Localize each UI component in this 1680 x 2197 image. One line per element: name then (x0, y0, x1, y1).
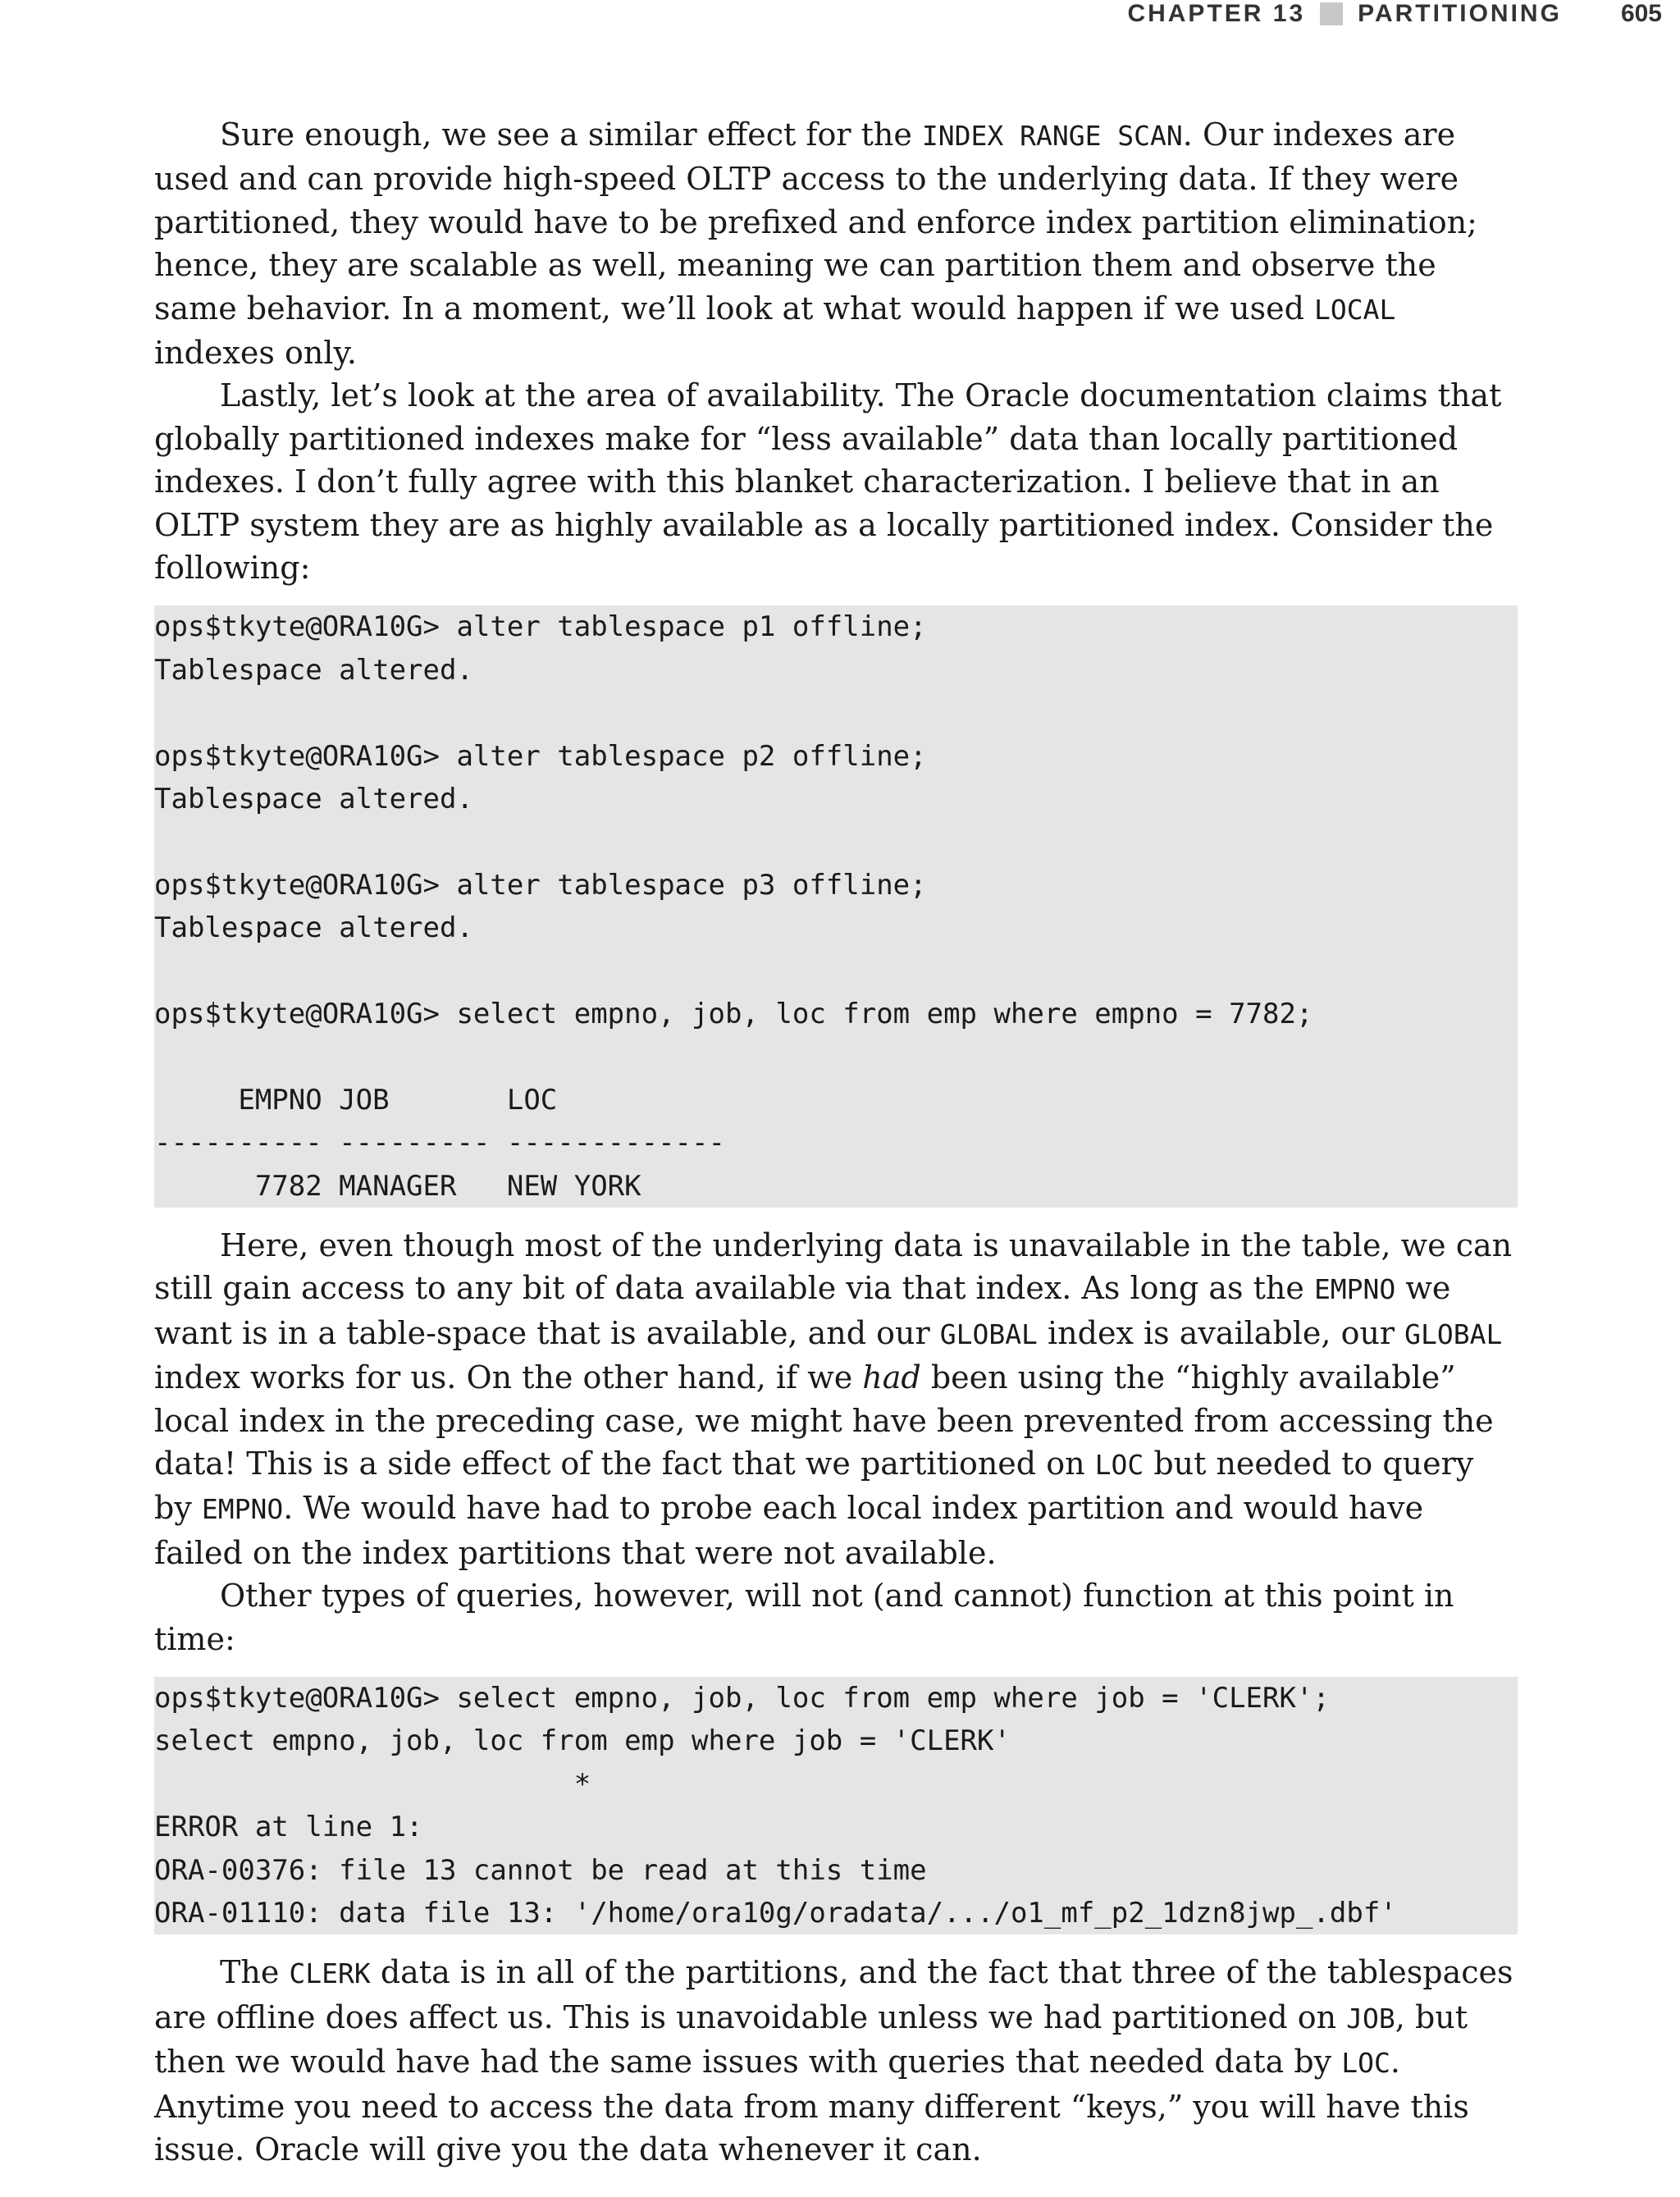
code-line: ops$tkyte@ORA10G> alter tablespace p3 offline; (154, 868, 927, 902)
running-header (1127, 0, 1662, 28)
paragraph-index-range-scan: Sure enough, we see a similar effect for the INDEX RANGE SCAN. Our indexes are used and can provide high-speed OLTP access to the underlying data. If they were partitioned, they would have to be prefixed and enforce index partition elimination; hence, they are scalable as well, meaning we can partition them and observe the same behavior. In a moment, we’ll look at what would happen if we used LOCAL indexes only. (154, 116, 1477, 372)
code-line: Tablespace altered. (154, 783, 473, 816)
code-line: Tablespace altered. (154, 911, 473, 945)
paragraph-other-queries: Other types of queries, however, will not (and cannot) function at this point in time: (154, 1578, 1454, 1657)
inline-code: CLERK (289, 1957, 371, 1990)
inline-code: LOC (1341, 2047, 1390, 2080)
code-line: ORA-01110: data file 13: '/home/ora10g/oradata/.../o1_mf_p2_1dzn8jwp_.dbf' (154, 1896, 1397, 1930)
code-line: ORA-00376: file 13 cannot be read at this time (154, 1853, 927, 1887)
code-line: 7782 MANAGER NEW YORK (154, 1169, 641, 1203)
code-line (154, 692, 1514, 734)
inline-code: GLOBAL (1404, 1318, 1503, 1350)
inline-code: INDEX RANGE SCAN (921, 120, 1183, 152)
inline-code: JOB (1346, 2002, 1395, 2035)
code-line (154, 950, 1514, 993)
header-separator-square (1320, 2, 1343, 25)
code-line: select empno, job, loc from emp where job = 'CLERK' (154, 1724, 1011, 1758)
code-line (154, 820, 1514, 863)
inline-code: EMPNO (1313, 1273, 1396, 1306)
chapter-label: CHAPTER 13 (1127, 0, 1306, 27)
inline-code: EMPNO (201, 1493, 284, 1526)
paragraph-clerk-data: The CLERK data is in all of the partitions, and the fact that three of the tablespaces are offline does affect us. This is unavoidable unless we had partitioned on JOB, but then we would have had the same issues with queries that needed data by LOC. Anytime you need to access the data from many different “keys,” you will have this issue. Oracle will give you the data whenever it can. (154, 1954, 1513, 2167)
code-line: ops$tkyte@ORA10G> select empno, job, loc from emp where job = 'CLERK'; (154, 1682, 1330, 1715)
chapter-title: PARTITIONING (1358, 0, 1562, 27)
code-line: EMPNO JOB LOC (154, 1083, 558, 1117)
code-line: ---------- --------- ------------- (154, 1126, 725, 1160)
page-number: 605 (1620, 0, 1662, 27)
code-line (154, 1035, 1514, 1078)
page-body (154, 113, 1518, 2171)
inline-code: LOC (1094, 1448, 1144, 1481)
code-line: Tablespace altered. (154, 653, 473, 687)
code-line: * (154, 1767, 591, 1801)
inline-code: LOCAL (1314, 293, 1396, 326)
emphasis: had (862, 1359, 921, 1396)
code-line: ops$tkyte@ORA10G> select empno, job, loc from emp where empno = 7782; (154, 997, 1313, 1030)
code-block-clerk-error (154, 1677, 1518, 1934)
paragraph-global-index-available: Here, even though most of the underlying data is unavailable in the table, we can still gain access to any bit of data available via that index. As long as the EMPNO we want is in a table-space that is available, and our GLOBAL index is available, our GLOBAL index works for us. On the other hand, if we had been using the “highly available” local index in the preceding case, we might have been prevented from accessing the data! This is a side effect of the fact that we partitioned on LOC but needed to query by EMPNO. We would have had to probe each local index partition and would have failed on the index partitions that were not available. (154, 1226, 1513, 1571)
inline-code: GLOBAL (939, 1318, 1038, 1350)
code-line: ops$tkyte@ORA10G> alter tablespace p1 offline; (154, 610, 927, 644)
paragraph-availability: Lastly, let’s look at the area of availability. The Oracle documentation claims that globally partitioned indexes make for “less available” data than locally partitioned indexes. I don’t fully agree with this blanket characterization. I believe that in an OLTP system they are as highly available as a locally partitioned index. Consider the following: (154, 377, 1502, 587)
code-block-tablespace-offline (154, 605, 1518, 1207)
code-line: ops$tkyte@ORA10G> alter tablespace p2 offline; (154, 739, 927, 773)
code-line: ERROR at line 1: (154, 1811, 423, 1844)
